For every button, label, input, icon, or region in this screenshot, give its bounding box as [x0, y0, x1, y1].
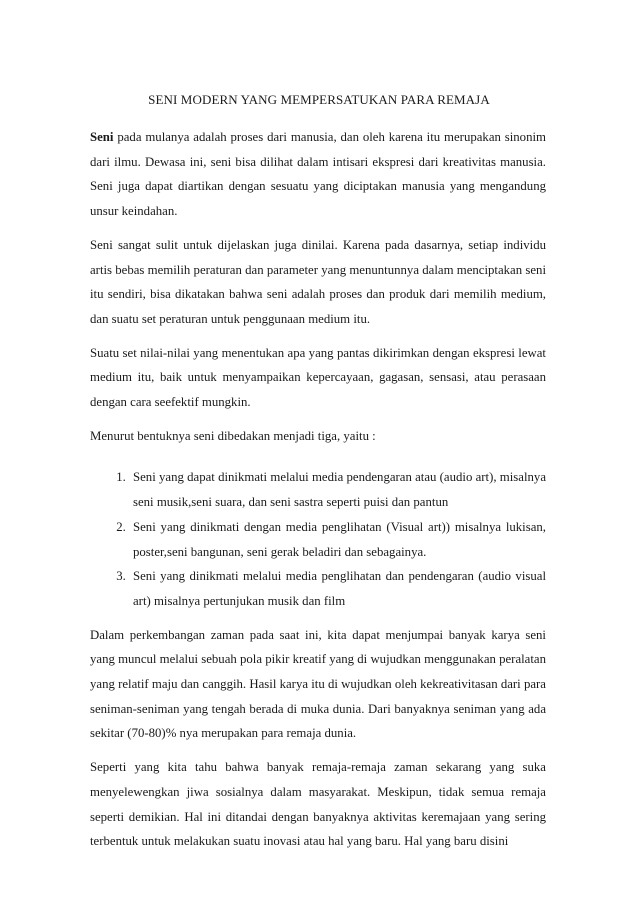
list-item: 3. Seni yang dinikmati melalui media penglihatan dan pendengaran (audio visual art) misalnya pertunjukan musik dan film [129, 564, 546, 613]
paragraph-2: Seni sangat sulit untuk dijelaskan juga dinilai. Karena pada dasarnya, setiap individu artis bebas memilih peraturan dan parameter yang menuntunnya dalam menciptakan seni itu sendiri, bisa dikatakan bahwa seni adalah proses dan produk dari memilih medium, dan suatu set peraturan untuk penggunaan medium itu. [90, 237, 546, 326]
paragraph-5: Dalam perkembangan zaman pada saat ini, kita dapat menjumpai banyak karya seni yang muncul melalui sebuah pola pikir kreatif yang di wujudkan menggunakan peralatan yang relatif maju dan canggih. Hasil karya itu di wujudkan oleh kekreativitasan dari para seniman-seniman yang tengah berada di muka dunia. Dari banyaknya seniman yang ada sekitar (70-80)% nya merupakan para remaja dunia. [90, 627, 546, 741]
list-item: 1. Seni yang dapat dinikmati melalui media pendengaran atau (audio art), misalnya seni musik,seni suara, dan seni sastra seperti puisi dan pantun [129, 465, 546, 514]
art-types-list [90, 465, 546, 613]
paragraph-1-text: pada mulanya adalah proses dari manusia, dan oleh karena itu merupakan sinonim dari ilmu. Dewasa ini, seni bisa dilihat dalam intisari ekspresi dari kreativitas manusia. Seni juga dapat diartikan dengan sesuatu yang diciptakan manusia yang mengandung unsur keindahan. [90, 130, 546, 219]
list-item: 2. Seni yang dinikmati dengan media penglihatan (Visual art)) misalnya lukisan, poster,seni bangunan, seni gerak beladiri dan sebagainya. [129, 515, 546, 564]
document-body [90, 125, 546, 863]
paragraph-1-lead-word: Seni [90, 130, 114, 144]
paragraph-1 [90, 125, 546, 224]
paragraph-6: Seperti yang kita tahu bahwa banyak remaja-remaja zaman sekarang yang suka menyelewengkan jiwa sosialnya dalam masyarakat. Meskipun, tidak semua remaja seperti demikian. Hal ini ditandai dengan banyaknya aktivitas keremajaan yang sering terbentuk untuk melakukan suatu inovasi atau hal yang baru. Hal yang baru disini [90, 760, 546, 849]
paragraph-4: Menurut bentuknya seni dibedakan menjadi tiga, yaitu : [90, 428, 376, 443]
paragraph-3: Suatu set nilai-nilai yang menentukan apa yang pantas dikirimkan dengan ekspresi lewat medium itu, baik untuk menyampaikan kepercayaan, gagasan, sensasi, atau perasaan dengan cara seefektif mungkin. [90, 345, 546, 410]
document-title: SENI MODERN YANG MEMPERSATUKAN PARA REMAJA [148, 92, 490, 107]
